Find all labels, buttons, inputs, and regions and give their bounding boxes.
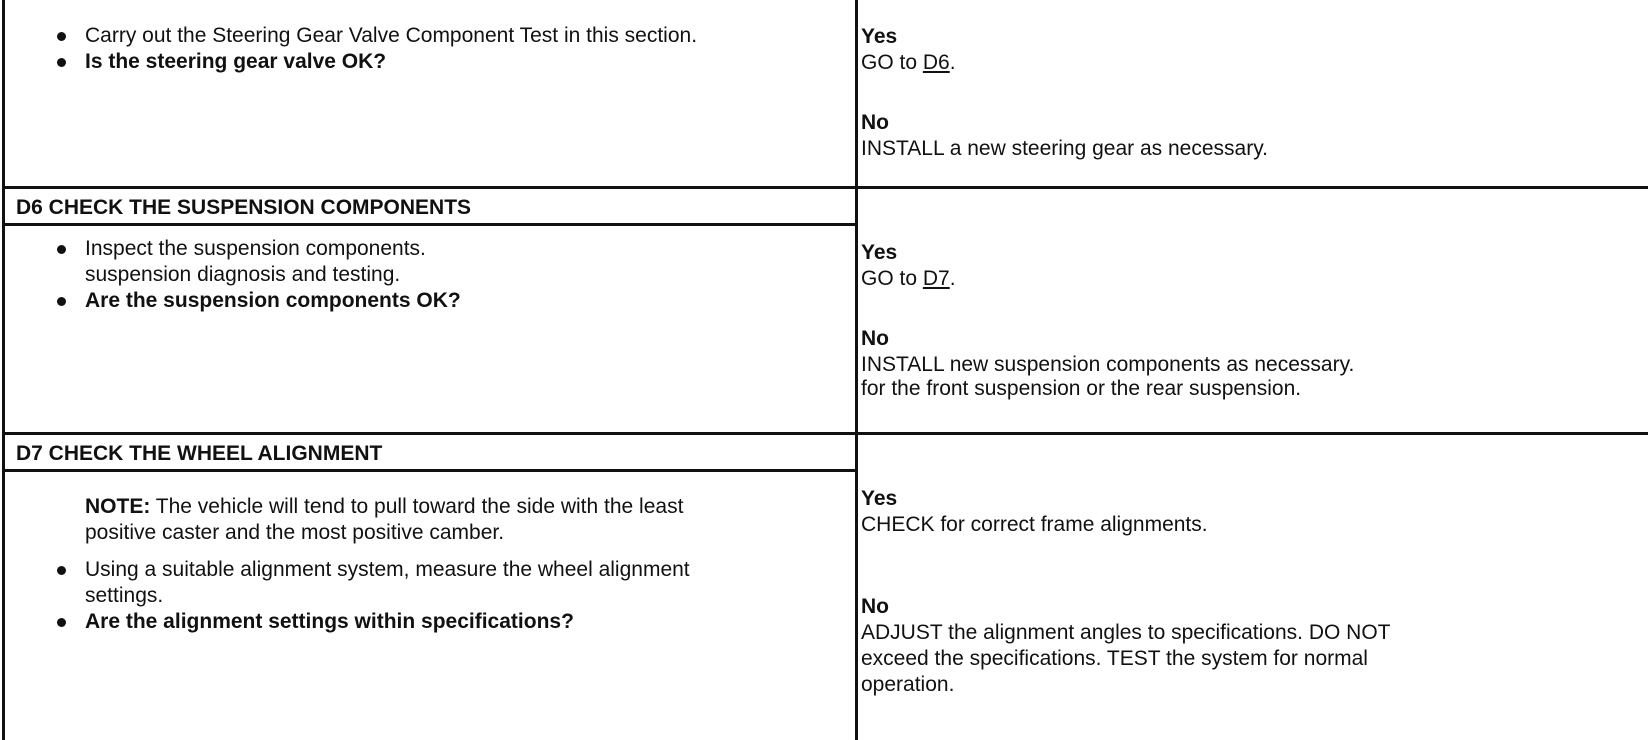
bullet-icon: [57, 566, 66, 575]
step-d5-no-label: No: [861, 111, 889, 134]
step-d5-yes-label: Yes: [861, 25, 898, 48]
step-d7-no-line-3: operation.: [861, 673, 955, 696]
step-d5-no-text: INSTALL a new steering gear as necessary.: [861, 137, 1268, 160]
step-d6-no-line-2: for the front suspension or the rear suspension.: [861, 377, 1302, 400]
step-d5-yes-prefix: GO to: [861, 51, 923, 74]
step-d7-note-line-2: positive caster and the most positive camber.: [85, 521, 505, 544]
step-d6-header: D6 CHECK THE SUSPENSION COMPONENTS: [16, 196, 472, 219]
step-d7-no-label: No: [861, 595, 889, 618]
step-d5-bullet-2: Is the steering gear valve OK?: [85, 50, 387, 73]
bullet-icon: [57, 297, 66, 306]
row-divider-d6: [2, 186, 1648, 189]
bullet-icon: [57, 245, 66, 254]
step-d7-yes-text: CHECK for correct frame alignments.: [861, 513, 1208, 536]
step-d6-bullet-1-line-1: Inspect the suspension components.: [85, 237, 426, 260]
step-d7-no-line-2: exceed the specifications. TEST the system for normal: [861, 647, 1368, 670]
step-d7-no-line-1: ADJUST the alignment angles to specifications. DO NOT: [861, 621, 1391, 644]
goto-d7-link[interactable]: D7: [922, 267, 950, 290]
step-d6-no-line-1: INSTALL new suspension components as necessary.: [861, 353, 1355, 376]
note-text: The vehicle will tend to pull toward the side with the least: [150, 495, 684, 518]
bullet-icon: [57, 32, 66, 41]
step-d7-bullet-2: Are the alignment settings within specifications?: [85, 610, 574, 633]
step-d6-bullet-1-line-2: suspension diagnosis and testing.: [85, 263, 401, 286]
header-underline-d7: [2, 469, 857, 472]
goto-d6-link[interactable]: D6: [922, 51, 950, 74]
row-divider-d7: [2, 432, 1648, 435]
step-d7-note-line-1: [85, 494, 683, 520]
left-border: [2, 0, 5, 740]
column-divider: [855, 0, 858, 740]
step-d6-yes-prefix: GO to: [861, 267, 923, 290]
header-underline-d6: [2, 223, 857, 226]
step-d7-bullet-1-line-2: settings.: [85, 584, 164, 607]
step-d6-no-label: No: [861, 327, 889, 350]
step-d5-yes-text: [861, 50, 956, 76]
step-d6-yes-label: Yes: [861, 241, 898, 264]
step-d5-bullet-1: Carry out the Steering Gear Valve Component Test in this section.: [85, 24, 698, 47]
step-d6-bullet-2: Are the suspension components OK?: [85, 289, 461, 312]
step-d6-yes-suffix: .: [949, 267, 956, 290]
step-d7-header: D7 CHECK THE WHEEL ALIGNMENT: [16, 442, 383, 465]
bullet-icon: [57, 618, 66, 627]
step-d6-yes-text: [861, 266, 956, 292]
step-d5-yes-suffix: .: [949, 51, 956, 74]
bullet-icon: [57, 58, 66, 67]
note-label: NOTE:: [85, 495, 151, 518]
step-d7-yes-label: Yes: [861, 487, 898, 510]
step-d7-bullet-1-line-1: Using a suitable alignment system, measure the wheel alignment: [85, 558, 690, 581]
